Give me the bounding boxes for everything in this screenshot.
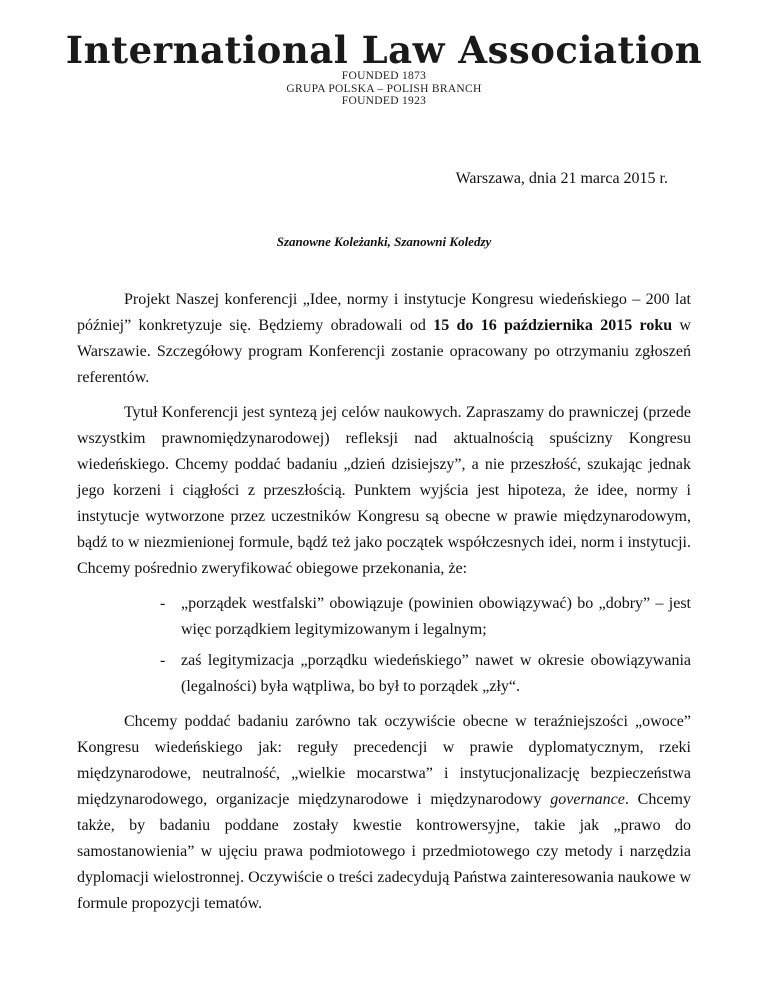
bullet-dash: - (160, 595, 166, 612)
paragraph-3-end: . Chcemy także, by badaniu poddane zostały kwestie kontrowersyjne, takie jak „prawo do samostanowienia” w ujęciu prawa podmiotowego i przedmiotowego czy metody i narzędzia dyplomacji wielostronnej. Oczywiście o treści zadecydują Państwa zainteresowania naukowe w formule propozycji tematów. (77, 791, 692, 912)
paragraph-1-end: w Warszawie. Szczegółowy program Konferencji zostanie opracowany po otrzymaniu zgłoszeń referentów. (77, 317, 691, 386)
conference-dates: 15 do 16 października 2015 roku (433, 317, 673, 334)
governance-term: governance (550, 791, 625, 808)
organization-name: International Law Association (65, 28, 703, 72)
paragraph-1 (77, 287, 691, 391)
letterhead (0, 30, 768, 108)
bullet-dash: - (160, 652, 166, 669)
letter-body (77, 287, 691, 917)
list-item (77, 591, 691, 643)
paragraph-3-start: Chcemy poddać badaniu zarówno tak oczywiście obecne w teraźniejszości „owoce” Kongresu wiedeńskiego jak: reguły precedencji w prawie dyplomatycznym, rzeki międzynarodowe, neutralność, „wielkie mocarstwa” i instytucjonalizację bezpieczeństwa międzynarodowego, organizacje międzynarodowe i międzynarodowy (77, 713, 691, 808)
letter-date: Warszawa, dnia 21 marca 2015 r. (455, 170, 668, 187)
list-item-text: zaś legitymizacja „porządku wiedeńskiego” nawet w okresie obowiązywania (legalności) była wątpliwa, bo był to porządek „zły“. (181, 652, 691, 695)
branch-founded-line: FOUNDED 1923 (341, 95, 427, 107)
paragraph-1-start: Projekt Naszej konferencji „Idee, normy i instytucje Kongresu wiedeńskiego – 200 lat później” konkretyzuje się. Będziemy obradowali od (77, 291, 691, 334)
paragraph-2: Tytuł Konferencji jest syntezą jej celów naukowych. Zapraszamy do prawniczej (przede wszystkim prawnomiędzynarodowej) refleksji nad aktualnością spuścizny Kongresu wiedeńskiego. Chcemy poddać badaniu „dzień dzisiejszy”, a nie przeszłość, szukając jednak jego korzeni i ciągłości z przeszłością. Punktem wyjścia jest hipoteza, że idee, normy i instytucje wytworzone przez uczestników Kongresu są obecne w prawie międzynarodowym, bądź to w niezmienionej formule, bądź też jako początek współczesnych idei, norm i instytucji. Chcemy pośrednio zweryfikować obiegowe przekonania, że: (77, 404, 691, 577)
branch-line: GRUPA POLSKA – POLISH BRANCH (286, 82, 482, 95)
bullet-list (77, 591, 691, 700)
list-item-text: „porządek westfalski” obowiązuje (powinien obowiązywać) bo „dobry” – jest więc porządkiem legitymizowanym i legalnym; (181, 595, 691, 638)
salutation: Szanowne Koleżanki, Szanowni Koledzy (276, 234, 492, 249)
founded-line: FOUNDED 1873 (341, 70, 427, 82)
list-item (77, 648, 691, 700)
paragraph-3 (77, 709, 691, 917)
